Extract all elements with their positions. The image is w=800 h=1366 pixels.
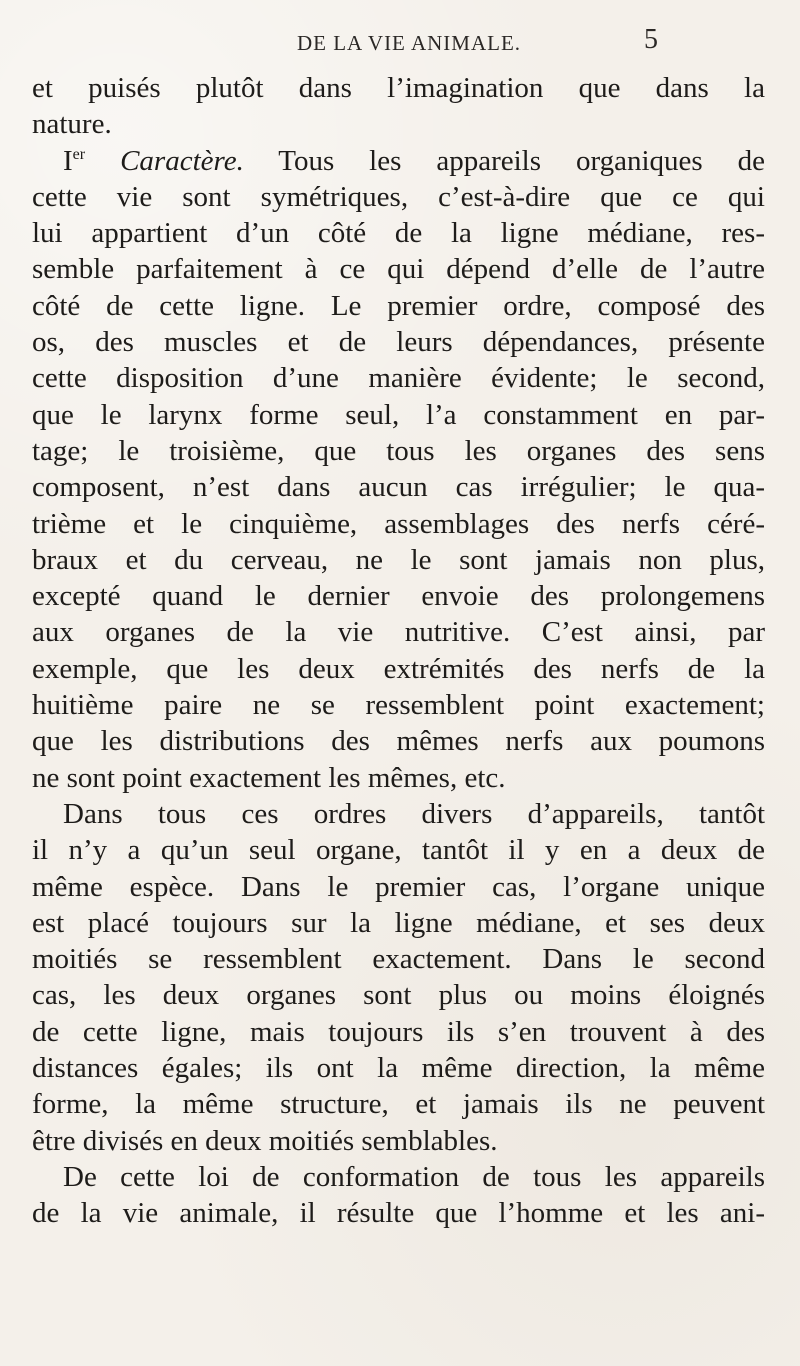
text-line: nature. (32, 108, 112, 141)
section-title: Caractère. (120, 144, 244, 177)
text-line: Dans tous ces ordres divers d’appareils, tantôt (63, 797, 765, 830)
text-line: composent, n’est dans aucun cas irrégulier; le qua- (32, 471, 765, 504)
text-line: être divisés en deux moitiés semblables. (32, 1124, 498, 1157)
text-line: moitiés se ressemblent exactement. Dans le second (32, 943, 765, 976)
text-line: distances égales; ils ont la même direction, la même (32, 1052, 765, 1085)
ordinal-superscript: er (72, 145, 86, 163)
text-line-with-heading (32, 143, 765, 179)
section-ordinal: I (63, 144, 73, 177)
text-line: même espèce. Dans le premier cas, l’organe unique (32, 870, 765, 903)
text-line: semble parfaitement à ce qui dépend d’elle de l’autre (32, 253, 765, 286)
text-line: côté de cette ligne. Le premier ordre, composé des (32, 289, 765, 322)
page-number: 5 (644, 24, 658, 55)
text-line: cette vie sont symétriques, c’est-à-dire que ce qui (32, 180, 765, 213)
text-line: que les distributions des mêmes nerfs aux poumons (32, 725, 765, 758)
text-line: est placé toujours sur la ligne médiane, et ses deux (32, 906, 765, 939)
text-line: et puisés plutôt dans l’imagination que dans la (32, 72, 765, 104)
text-line: il n’y a qu’un seul organe, tantôt il y en a deux de (32, 834, 765, 867)
text-line: aux organes de la vie nutritive. C’est ainsi, par (32, 616, 765, 649)
text-line: braux et du cerveau, ne le sont jamais non plus, (32, 543, 765, 576)
text-line: huitième paire ne se ressemblent point exactement; (32, 689, 765, 722)
text-line: cette disposition d’une manière évidente; le second, (32, 362, 765, 395)
body-text (32, 70, 765, 1232)
text-line: lui appartient d’un côté de la ligne médiane, res- (32, 217, 765, 250)
running-head: DE LA VIE ANIMALE. (296, 31, 522, 55)
text-line: de cette ligne, mais toujours ils s’en trouvent à des (32, 1015, 765, 1048)
text-line-fragment: Tous les appareils organiques de (243, 144, 765, 177)
text-line: que le larynx forme seul, l’a constamment en par- (32, 398, 765, 431)
text-line: tage; le troisième, que tous les organes des sens (32, 434, 765, 467)
text-line: trième et le cinquième, assemblages des nerfs céré- (32, 507, 765, 540)
text-line: excepté quand le dernier envoie des prolongemens (32, 580, 765, 613)
text-line: de la vie animale, il résulte que l’homme et les ani- (32, 1197, 765, 1230)
text-line: ne sont point exactement les mêmes, etc. (32, 761, 506, 794)
text-line: forme, la même structure, et jamais ils ne peuvent (32, 1088, 765, 1121)
text-line: De cette loi de conformation de tous les appareils (63, 1160, 765, 1193)
text-line: cas, les deux organes sont plus ou moins éloignés (32, 979, 765, 1012)
text-line: exemple, que les deux extrémités des nerfs de la (32, 652, 765, 685)
text-line: os, des muscles et de leurs dépendances, présente (32, 326, 765, 359)
